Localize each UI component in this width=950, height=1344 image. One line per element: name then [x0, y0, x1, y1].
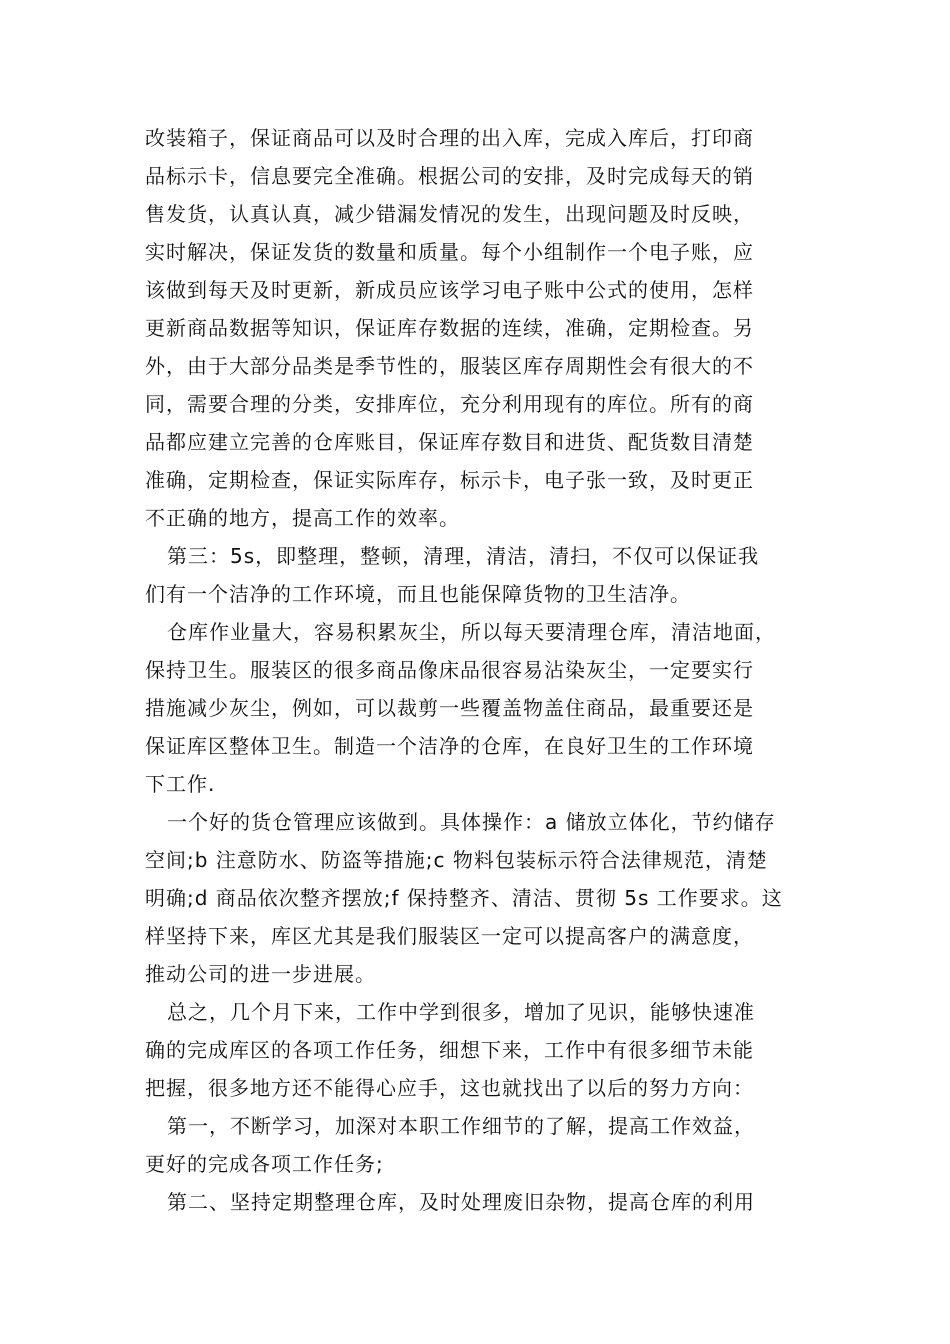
text-line: 品都应建立完善的仓库账目，保证库存数目和进货、配货数目清楚 — [145, 430, 754, 454]
text-line: 保证库区整体卫生。制造一个洁净的仓库，在良好卫生的工作环境 — [145, 734, 754, 758]
body-text — [145, 119, 835, 1221]
text-line: 第一，不断学习，加深对本职工作细节的了解，提高工作效益， — [167, 1114, 755, 1138]
text-line: 该做到每天及时更新，新成员应该学习电子账中公式的使用，怎样 — [145, 278, 754, 302]
text-line: 品标示卡，信息要完全准确。根据公司的安排，及时完成每天的销 — [145, 164, 754, 188]
text-line: 们有一个洁净的工作环境，而且也能保障货物的卫生洁净。 — [145, 582, 691, 606]
text-line: 仓库作业量大，容易积累灰尘，所以每天要清理仓库，清洁地面， — [167, 620, 776, 644]
text-line: 不正确的地方，提高工作的效率。 — [145, 506, 460, 530]
text-line: 同，需要合理的分类，安排库位，充分利用现有的库位。所有的商 — [145, 392, 754, 416]
text-line: 售发货，认真认真，减少错漏发情况的发生，出现问题及时反映， — [145, 202, 754, 226]
text-line: 更新商品数据等知识，保证库存数据的连续，准确，定期检查。另 — [145, 316, 754, 340]
text-line: 第二、坚持定期整理仓库，及时处理废旧杂物，提高仓库的利用 — [167, 1190, 755, 1214]
text-line: 一个好的货仓管理应该做到。具体操作：a 储放立体化，节约储存 — [167, 810, 776, 834]
text-line: 准确，定期检查，保证实际库存，标示卡，电子张一致，及时更正 — [145, 468, 754, 492]
text-line: 下工作. — [145, 772, 216, 796]
text-line: 确的完成库区的各项工作任务，细想下来，工作中有很多细节未能 — [145, 1038, 754, 1062]
text-line: 第三：5s，即整理，整顿，清理，清洁，清扫，不仅可以保证我 — [167, 544, 760, 568]
text-line: 保持卫生。服装区的很多商品像床品很容易沾染灰尘，一定要实行 — [145, 658, 754, 682]
text-line: 更好的完成各项工作任务; — [145, 1152, 384, 1176]
text-line: 样坚持下来，库区尤其是我们服装区一定可以提高客户的满意度， — [145, 924, 754, 948]
text-line: 外，由于大部分品类是季节性的，服装区库存周期性会有很大的不 — [145, 354, 754, 378]
text-line: 实时解决，保证发货的数量和质量。每个小组制作一个电子账，应 — [145, 240, 754, 264]
text-line: 措施减少灰尘，例如，可以裁剪一些覆盖物盖住商品，最重要还是 — [145, 696, 754, 720]
text-line: 空间;b 注意防水、防盗等措施;c 物料包装标示符合法律规范，清楚 — [145, 848, 768, 872]
text-line: 总之，几个月下来，工作中学到很多，增加了见识，能够快速准 — [167, 1000, 755, 1024]
text-line: 把握，很多地方还不能得心应手，这也就找出了以后的努力方向： — [145, 1076, 754, 1100]
text-line: 推动公司的进一步进展。 — [145, 962, 376, 986]
text-line: 明确;d 商品依次整齐摆放;f 保持整齐、清洁、贯彻 5s 工作要求。这 — [145, 886, 783, 910]
text-line: 改装箱子，保证商品可以及时合理的出入库，完成入库后，打印商 — [145, 126, 754, 150]
